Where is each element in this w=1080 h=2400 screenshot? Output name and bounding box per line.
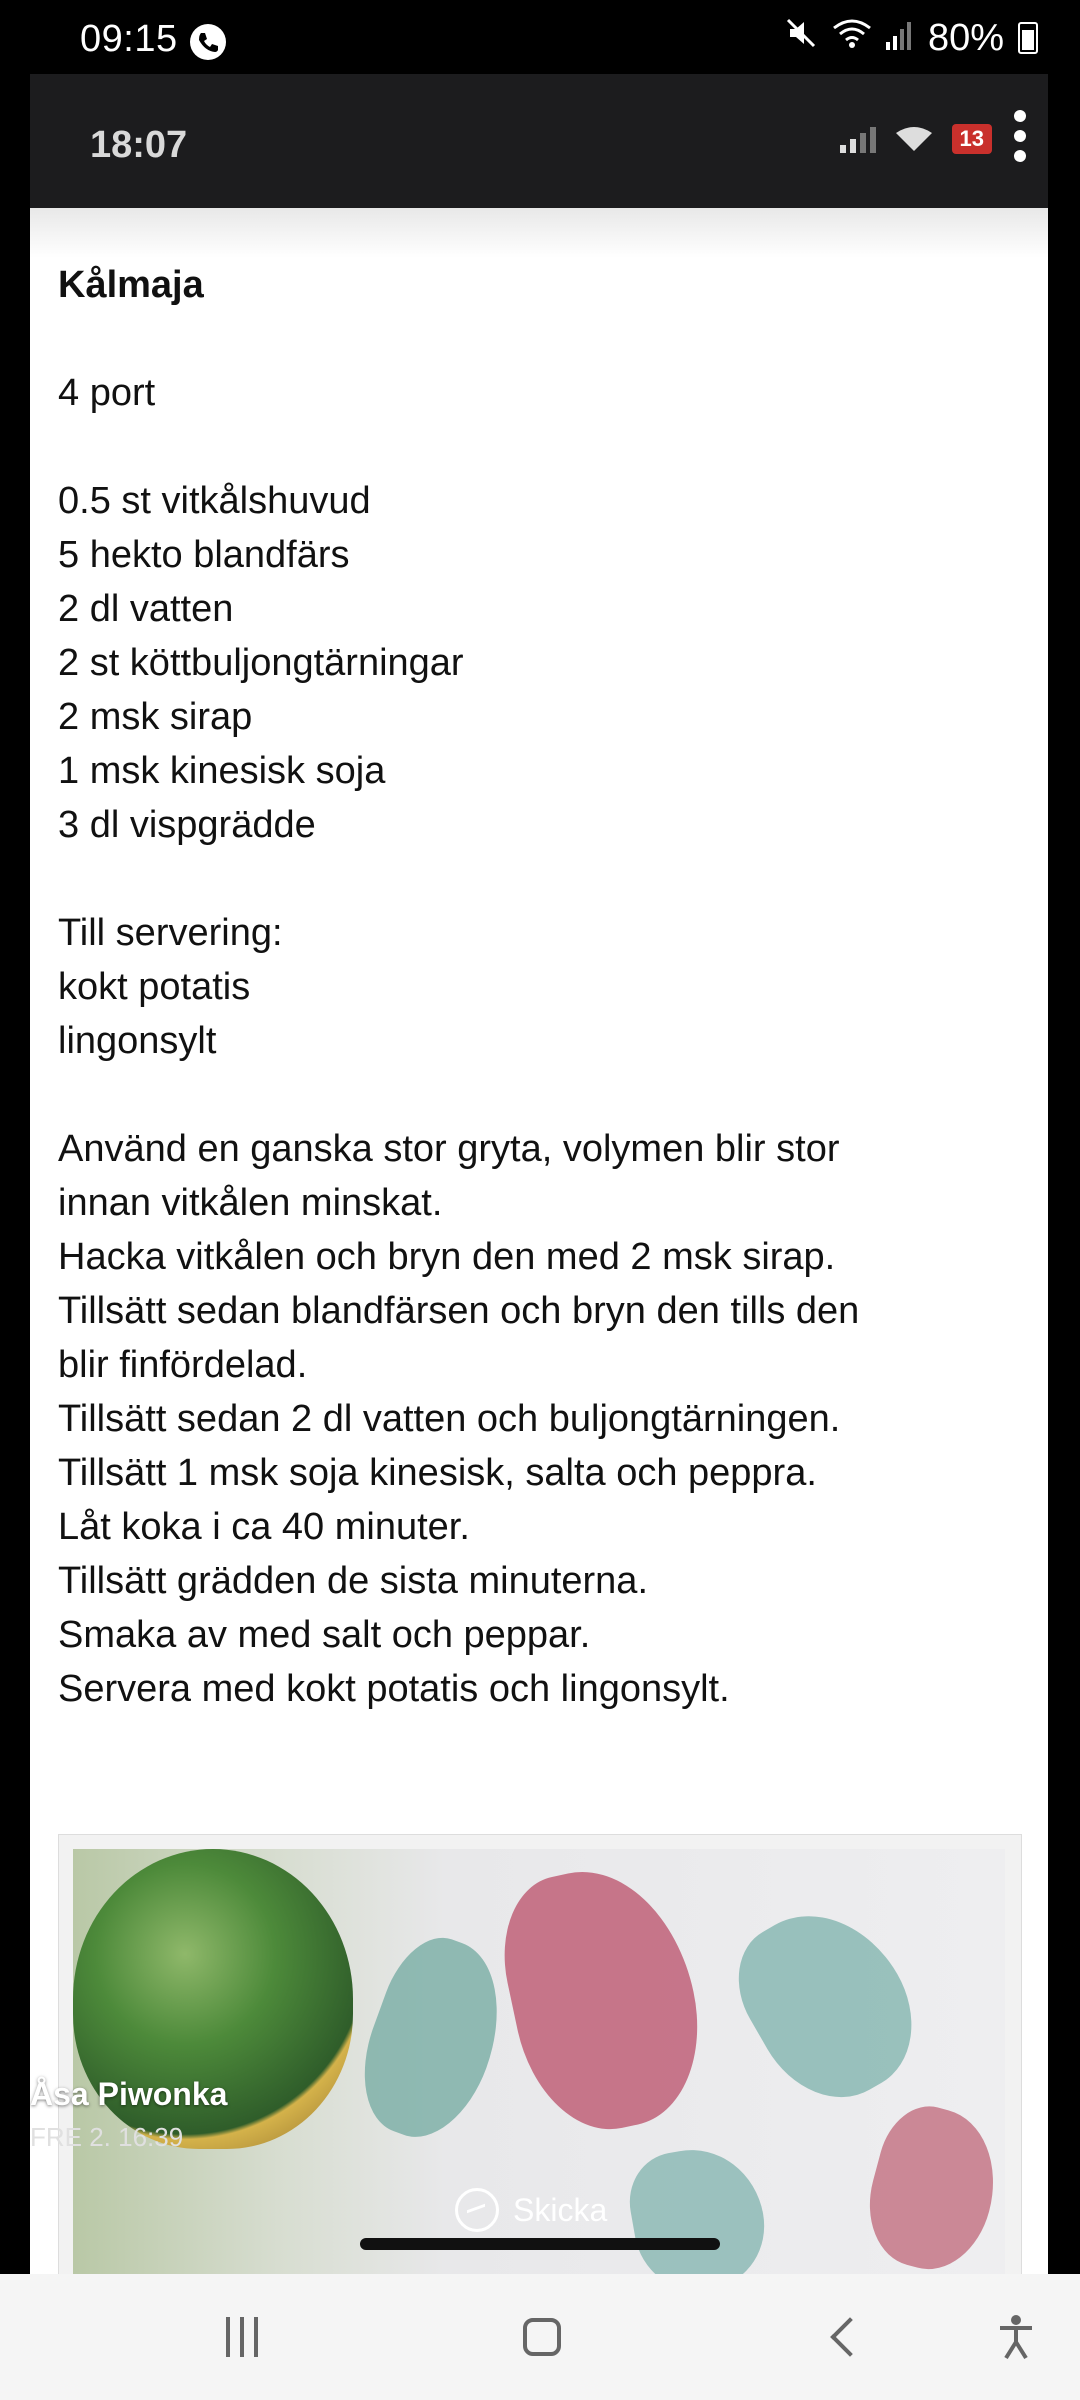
- instruction-line: Tillsätt grädden de sista minuterna.: [58, 1560, 649, 1602]
- instruction-line: Tillsätt 1 msk soja kinesisk, salta och peppra.: [58, 1452, 817, 1494]
- instruction-line: innan vitkålen minskat.: [58, 1182, 443, 1224]
- status-bar: [0, 0, 1080, 74]
- serving-heading: Till servering:: [58, 912, 283, 954]
- home-icon[interactable]: [520, 2314, 564, 2360]
- serving-item: kokt potatis: [58, 966, 251, 1008]
- header-shadow: [30, 208, 1048, 258]
- ingredient: 3 dl vispgrädde: [58, 804, 316, 846]
- wifi-icon: [832, 17, 872, 60]
- signal-icon: [840, 125, 876, 153]
- call-icon: [190, 24, 226, 60]
- butterfly-shape: [622, 2139, 774, 2274]
- inner-status-icons: [840, 124, 992, 154]
- sender-name[interactable]: Åsa Piwonka: [30, 2076, 228, 2112]
- butterfly-shape: [342, 1925, 523, 2154]
- status-icons: [784, 16, 1038, 60]
- more-icon[interactable]: [1014, 110, 1026, 162]
- mute-icon: [784, 16, 818, 60]
- inner-status-bar: [30, 74, 1048, 208]
- ingredient: 0.5 st vitkålshuvud: [58, 480, 371, 522]
- instruction-line: Låt koka i ca 40 minuter.: [58, 1506, 470, 1548]
- recipe-text: [58, 258, 1018, 1716]
- gesture-handle[interactable]: [360, 2238, 720, 2250]
- ingredient: 2 dl vatten: [58, 588, 234, 630]
- butterfly-shape: [716, 1884, 941, 2124]
- send-button[interactable]: [455, 2188, 607, 2232]
- signal-icon: [886, 17, 914, 60]
- notification-badge: 13: [952, 124, 992, 154]
- ingredient: 2 st köttbuljongtärningar: [58, 642, 464, 684]
- messenger-icon: [455, 2188, 499, 2232]
- instruction-line: blir finfördelad.: [58, 1344, 308, 1386]
- instruction-line: Använd en ganska stor gryta, volymen blir stor: [58, 1128, 840, 1170]
- instruction-line: Servera med kokt potatis och lingonsylt.: [58, 1668, 730, 1710]
- recipe-portions: 4 port: [58, 372, 156, 414]
- post-date: FRE 2. 16:39: [30, 2122, 184, 2152]
- ingredient: 5 hekto blandfärs: [58, 534, 350, 576]
- battery-icon: [1018, 22, 1038, 54]
- navigation-bar: [0, 2274, 1080, 2400]
- send-label: Skicka: [513, 2191, 608, 2228]
- serving-item: lingonsylt: [58, 1020, 217, 1062]
- instruction-line: Smaka av med salt och peppar.: [58, 1614, 591, 1656]
- instruction-line: Hacka vitkålen och bryn den med 2 msk sirap.: [58, 1236, 836, 1278]
- instruction-line: Tillsätt sedan 2 dl vatten och buljongtärningen.: [58, 1398, 841, 1440]
- recipe-title: Kålmaja: [58, 264, 204, 306]
- recents-icon[interactable]: [220, 2314, 264, 2360]
- ingredient: 1 msk kinesisk soja: [58, 750, 386, 792]
- accessibility-icon[interactable]: [996, 2314, 1036, 2360]
- inner-time: 18:07: [90, 124, 188, 166]
- battery-percent: 80%: [927, 16, 1004, 59]
- wifi-icon: [894, 125, 934, 153]
- butterfly-shape: [854, 2096, 1005, 2274]
- instruction-line: Tillsätt sedan blandfärsen och bryn den tills den: [58, 1290, 860, 1332]
- butterfly-shape: [488, 1853, 718, 2145]
- status-time: 09:15: [80, 18, 178, 60]
- back-icon[interactable]: [830, 2314, 870, 2360]
- ingredient: 2 msk sirap: [58, 696, 253, 738]
- shared-screenshot: [30, 74, 1048, 2274]
